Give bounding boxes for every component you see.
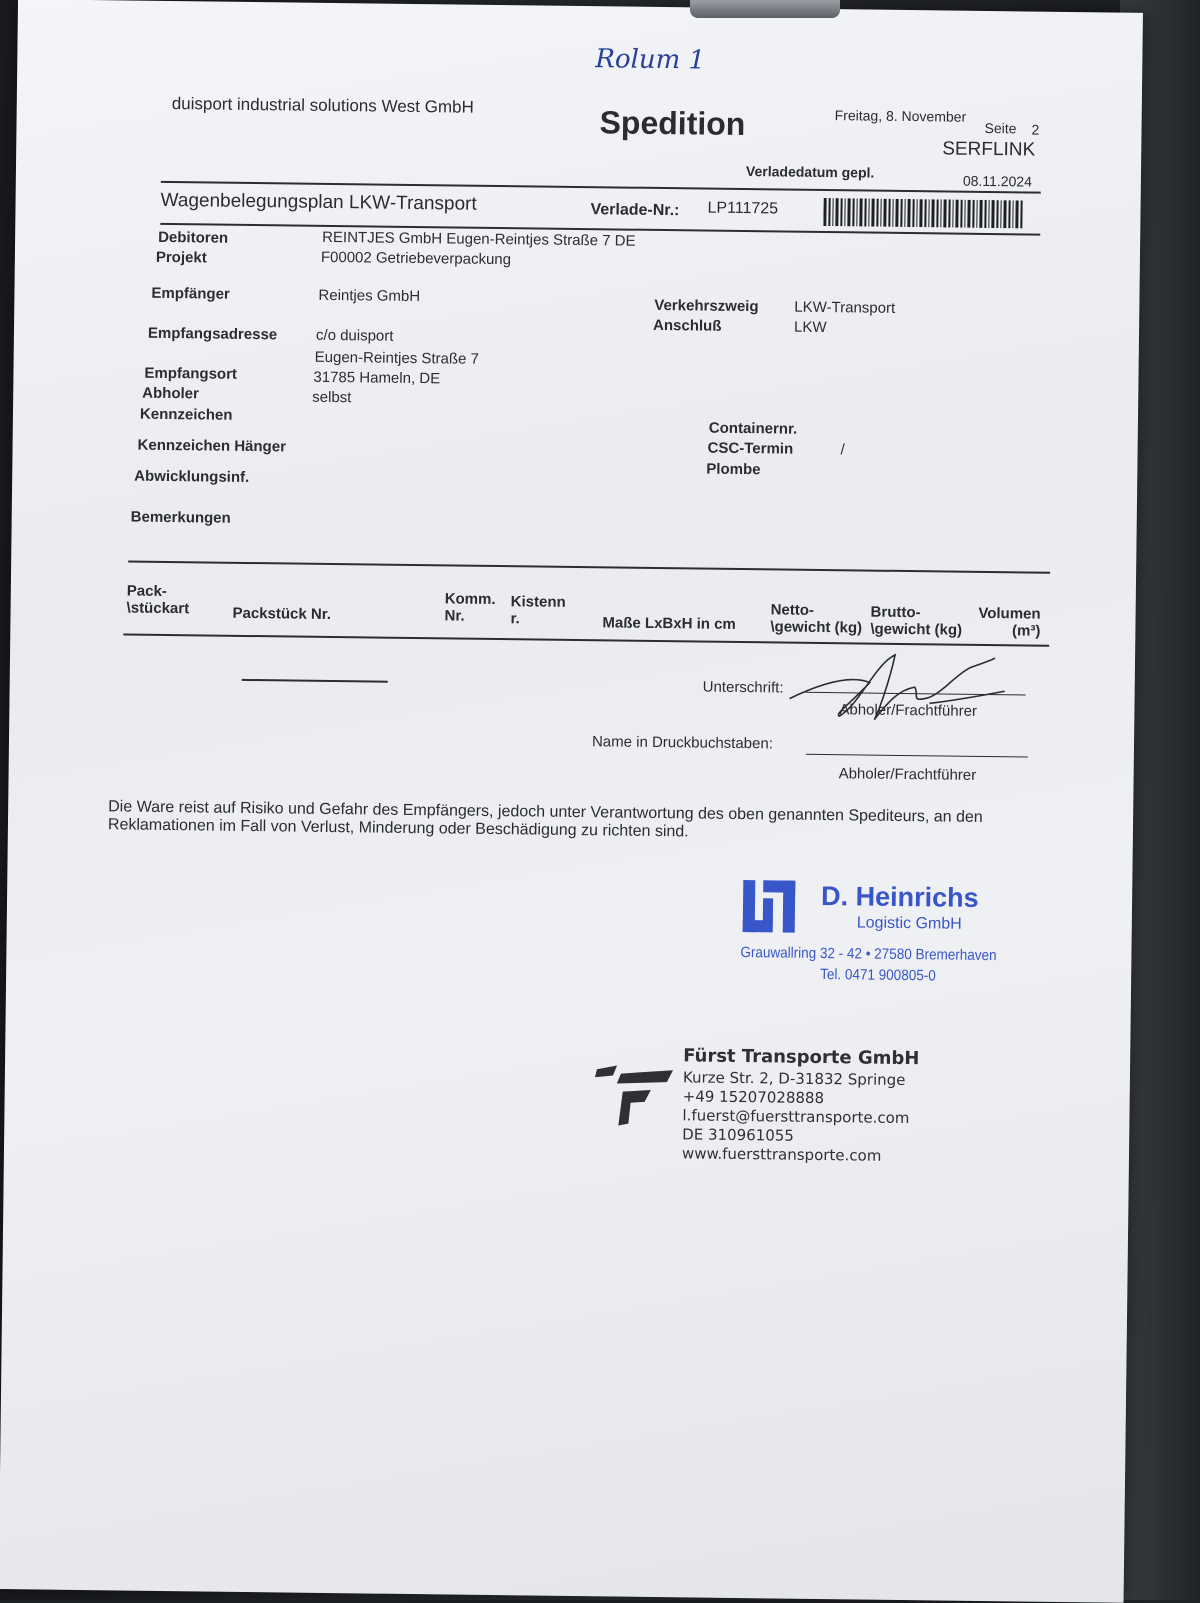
sender-company: duisport industrial solutions West GmbH (171, 94, 474, 117)
col-volumen: Volumen (m³) (978, 604, 1041, 640)
heinrichs-name: D. Heinrichs (820, 881, 979, 913)
name-line (806, 754, 1028, 758)
abwicklungsinf-label: Abwicklungsinf. (134, 467, 250, 486)
projekt-value: F00002 Getriebeverpackung (320, 248, 512, 269)
page-label: Seite (984, 119, 1017, 137)
fuerst-web: www.fuersttransporte.com (681, 1144, 882, 1165)
col-komm-nr: Komm. Nr. (444, 590, 496, 625)
fuerst-phone: +49 15207028888 (682, 1087, 825, 1108)
unterschrift-label: Unterschrift: (702, 678, 784, 697)
kennzeichen-haenger-label: Kennzeichen Hänger (137, 436, 287, 456)
kennzeichen-label: Kennzeichen (139, 405, 233, 424)
anschluss-label: Anschluß (652, 316, 722, 335)
blank-line (242, 679, 388, 683)
plan-title: Wagenbelegungsplan LKW-Transport (160, 189, 477, 215)
abholer-value: selbst (312, 388, 352, 407)
empfaenger-label: Empfänger (151, 284, 230, 303)
liability-disclaimer: Die Ware reist auf Risiko und Gefahr des Empfängers, jedoch unter Verantwortung des oben genannten Spediteurs, an den Reklamationen im Fall von Verlust, Minderung oder Beschädigung zu richten sind. (107, 798, 983, 841)
fuerst-logo-icon (594, 1061, 675, 1132)
empfangsadresse-line2: Eugen-Reintjes Straße 7 (314, 348, 480, 368)
document-title: Spedition (599, 104, 746, 143)
csc-termin-value: / (840, 441, 845, 459)
abholer-label: Abholer (142, 384, 200, 403)
anschluss-value: LKW (793, 318, 827, 337)
divider-table-top (128, 561, 1050, 574)
fuerst-address: Kurze Str. 2, D-31832 Springe (682, 1068, 906, 1090)
debitoren-value: REINTJES GmbH Eugen-Reintjes Straße 7 DE (322, 228, 636, 250)
bemerkungen-label: Bemerkungen (130, 508, 231, 527)
empfangsort-value: 31785 Hameln, DE (313, 368, 441, 388)
heinrichs-address: Grauwallring 32 - 42 • 27580 Bremerhaven (740, 944, 997, 965)
verlade-nr-value: LP111725 (707, 199, 779, 218)
empfangsadresse-label: Empfangsadresse (147, 324, 278, 344)
name-druckbuchstaben-label: Name in Druckbuchstaben: (591, 733, 774, 753)
verkehrszweig-value: LKW-Transport (794, 298, 896, 317)
heinrichs-phone: Tel. 0471 900805-0 (820, 966, 936, 985)
verladedatum-value: 08.11.2024 (962, 172, 1033, 190)
empfangsort-label: Empfangsort (144, 364, 238, 383)
empfaenger-value: Reintjes GmbH (318, 286, 421, 306)
heinrichs-logo-icon (741, 878, 798, 935)
verkehrszweig-label: Verkehrszweig (654, 296, 759, 316)
fuerst-name: Fürst Transporte GmbH (683, 1045, 920, 1070)
document-date: Freitag, 8. November (834, 107, 967, 125)
projekt-label: Projekt (155, 248, 207, 267)
col-brutto: Brutto- \gewicht (kg) (870, 603, 963, 639)
carrier-code: SERFLINK (942, 138, 1036, 161)
heinrichs-subtitle: Logistic GmbH (856, 914, 962, 933)
col-packstueck-nr: Packstück Nr. (232, 604, 332, 623)
plombe-label: Plombe (706, 460, 761, 479)
verladedatum-label: Verladedatum gepl. (745, 163, 875, 181)
csc-termin-label: CSC-Termin (707, 439, 794, 458)
empfangsadresse-line1: c/o duisport (315, 326, 394, 345)
barcode (823, 198, 1023, 228)
containernr-label: Containernr. (708, 419, 798, 438)
name-role: Abholer/Frachtführer (838, 765, 977, 784)
col-netto: Netto- \gewicht (kg) (770, 601, 863, 637)
col-packstueckart: Pack- \stückart (126, 582, 190, 618)
col-masse: Maße LxBxH in cm (602, 614, 736, 633)
unterschrift-role: Abholer/Frachtführer (839, 701, 978, 720)
col-kistennr: Kistenn r. (510, 593, 566, 628)
fuerst-vat: DE 310961055 (682, 1125, 795, 1145)
page-number: 2 (1031, 121, 1040, 138)
debitoren-label: Debitoren (158, 228, 229, 247)
handwritten-note: Rolum 1 (595, 44, 706, 76)
clipboard-clip (690, 0, 840, 18)
handwritten-signature (779, 643, 1040, 736)
verlade-nr-label: Verlade-Nr.: (590, 201, 680, 220)
fuerst-email: l.fuerst@fuersttransporte.com (682, 1106, 910, 1128)
